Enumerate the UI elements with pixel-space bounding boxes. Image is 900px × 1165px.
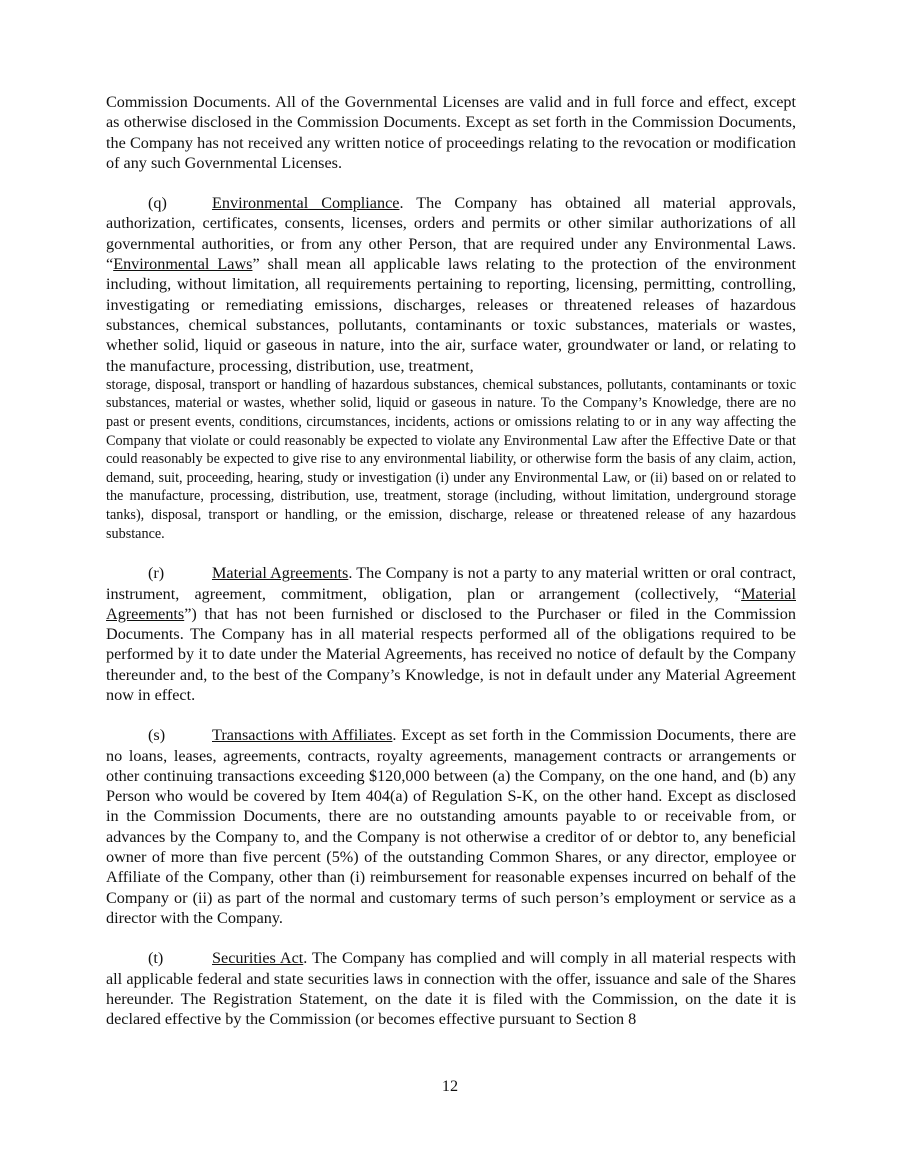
section-s [106, 725, 796, 928]
section-heading: Material Agreements [212, 564, 349, 583]
document-page [106, 92, 796, 1049]
section-heading: Transactions with Affiliates [212, 726, 393, 745]
section-body: ”) that has not been furnished or disclosed to the Purchaser or filed in the Commission Documents. The Company has in all material respects performed all of the obligations required to be performed by it to date under the Material Agreements, has received no notice of default by the Company thereunder and, to the best of the Company’s Knowledge, is not in default under any Material Agreement now in effect. [106, 604, 796, 704]
section-number: (q) [148, 194, 167, 213]
section-heading: Securities Act [212, 949, 304, 968]
section-body: ” shall mean all applicable laws relating to the protection of the environment including, without limitation, all requirements pertaining to reporting, licensing, permitting, controlling, investigating or remediating emissions, discharges, releases or threatened releases of hazardous substances, chemical substances, pollutants, contaminants or toxic substances, materials or wastes, whether solid, liquid or gaseous in nature, into the air, surface water, groundwater or land, or relating to the manufacture, processing, distribution, use, treatment, [106, 255, 797, 375]
defined-term: Environmental Laws [113, 255, 253, 274]
defined-term: Material Agreements [106, 584, 796, 623]
section-body: . The Company has obtained all material approvals, authorization, certificates, consents, licenses, orders and permits or other similar authorizations of all governmental authorities, or from any other Person, that are required under any Environmental Laws. “ [106, 194, 797, 274]
section-body: . The Company is not a party to any material written or oral contract, instrument, agreement, commitment, obligation, plan or arrangement (collectively, “ [106, 564, 796, 603]
section-body: . The Company has complied and will comply in all material respects with all applicable federal and state securities laws in connection with the offer, issuance and sale of the Shares hereunder. The Registration Statement, on the date it is filed with the Commission, on the date it is declared effective by the Commission (or becomes effective pursuant to Section 8 [106, 949, 796, 1029]
section-r [106, 563, 796, 705]
section-number: (t) [148, 949, 164, 968]
section-body-small: storage, disposal, transport or handling of hazardous substances, chemical substances, pollutants, contaminants or toxic substances, material or wastes, whether solid, liquid or gaseous in nature. To the Company’s Knowledge, there are no past or present events, conditions, circumstances, incidents, actions or omissions relating to or in any way affecting the Company that violate or could reasonably be expected to violate any Environmental Law after the Effective Date or that could reasonably be expected to give rise to any environmental liability, or otherwise form the basis of any claim, action, demand, suit, proceeding, hearing, study or investigation (i) under any Environmental Law, or (ii) based on or related to the manufacture, processing, distribution, use, treatment, storage (including, without limitation, underground storage tanks), disposal, transport or handling, or the emission, discharge, release or threatened release of any hazardous substance. [106, 376, 796, 542]
section-body: . Except as set forth in the Commission Documents, there are no loans, leases, agreements, contracts, royalty agreements, management contracts or arrangements or other continuing transactions exceeding $120,000 between (a) the Company, on the one hand, and (b) any Person who would be covered by Item 404(a) of Regulation S-K, on the other hand. Except as disclosed in the Commission Documents, there are no outstanding amounts payable to or receivable from, or advances by the Company to, and the Company is not otherwise a creditor of or debtor to, any beneficial owner of more than five percent (5%) of the outstanding Common Shares, or any director, employee or Affiliate of the Company, other than (i) reimbursement for reasonable expenses incurred on behalf of the Company or (ii) as part of the normal and customary terms of such person’s employment or service as a director with the Company. [106, 726, 796, 927]
section-q [106, 193, 796, 543]
page-number: 12 [441, 1077, 459, 1095]
section-heading: Environmental Compliance [212, 194, 400, 213]
section-number: (s) [148, 726, 166, 745]
section-number: (r) [148, 564, 165, 583]
continuation-paragraph: Commission Documents. All of the Governmental Licenses are valid and in full force and effect, except as otherwise disclosed in the Commission Documents. Except as set forth in the Commission Documents, the Company has not received any written notice of proceedings relating to the revocation or modification of any such Governmental Licenses. [106, 93, 796, 172]
section-t [106, 948, 796, 1029]
